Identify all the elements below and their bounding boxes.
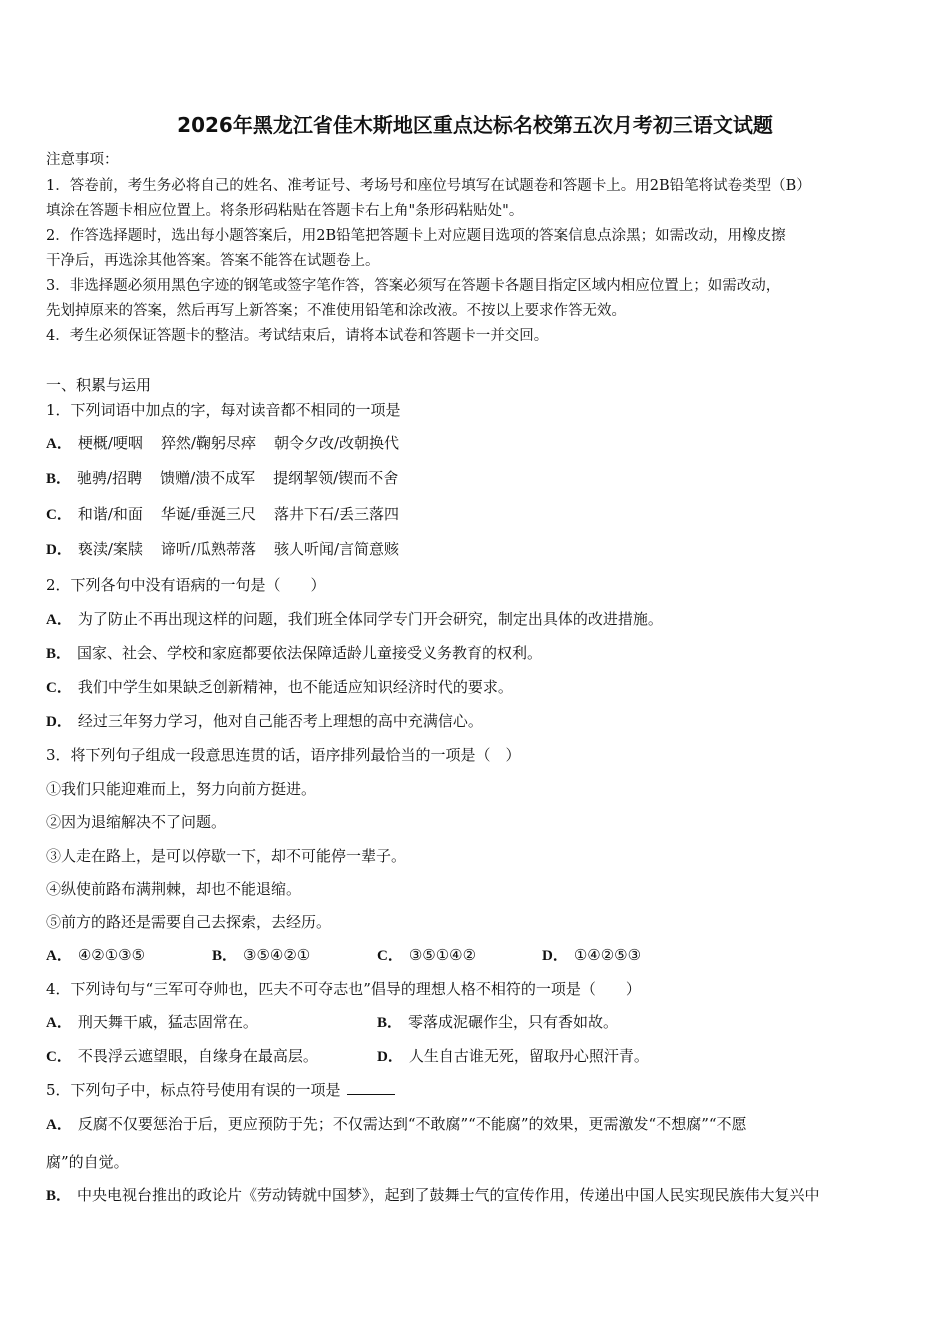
q3-sentence: ③人走在路上，是可以停歇一下，却不可能停一辈子。 (46, 847, 407, 865)
notice-line: 1．答卷前，考生务必将自己的姓名、准考证号、考场号和座位号填写在试题卷和答题卡上。用2B铅笔将试卷类型（B） (46, 178, 811, 194)
q3-option-a: A． ④②①③⑤ (46, 946, 146, 964)
q4-option-a: A． 刑天舞干戚，猛志固常在。 (46, 1013, 258, 1031)
question-4-stem: 4．下列诗句与“三军可夺帅也，匹夫不可夺志也”倡导的理想人格不相符的一项是（ ） (46, 980, 641, 998)
notice-line: 干净后，再选涂其他答案。答案不能答在试题卷上。 (46, 253, 380, 269)
q3-sentence: ②因为退缩解决不了问题。 (46, 813, 227, 831)
q5-option-b: B． 中央电视台推出的政论片《劳动铸就中国梦》，起到了鼓舞士气的宣传作用，传递出中国人民实现民族伟大复兴中 (46, 1186, 820, 1204)
question-2-stem: 2．下列各句中没有语病的一句是（ ） (46, 576, 326, 594)
q3-option-b: B． ③⑤④②① (212, 946, 311, 964)
q3-sentence: ⑤前方的路还是需要自己去探索，去经历。 (46, 913, 332, 931)
q1-option-b: B． 驰骋/招聘 馈赠/溃不成军 提纲挈领/锲而不舍 (46, 469, 399, 487)
q4-option-c: C． 不畏浮云遮望眼，自缘身在最高层。 (46, 1047, 318, 1065)
q4-option-d: D． 人生自古谁无死，留取丹心照汗青。 (377, 1047, 649, 1065)
q2-option-b: B． 国家、社会、学校和家庭都要依法保障适龄儿童接受义务教育的权利。 (46, 644, 543, 662)
q3-option-d: D． ①④②⑤③ (542, 946, 642, 964)
q1-option-c: C． 和谐/和面 华诞/垂涎三尺 落井下石/丢三落四 (46, 505, 400, 523)
question-3-stem: 3．将下列句子组成一段意思连贯的话，语序排列最恰当的一项是（ ） (46, 746, 521, 764)
notice-line: 4．考生必须保证答题卡的整洁。考试结束后，请将本试卷和答题卡一并交回。 (46, 328, 549, 344)
answer-blank (347, 1080, 395, 1095)
q4-option-b: B． 零落成泥碾作尘，只有香如故。 (377, 1013, 619, 1031)
question-5-stem: 5．下列句子中，标点符号使用有误的一项是 (46, 1080, 395, 1100)
q5-option-a-continued: 腐”的自觉。 (46, 1153, 129, 1171)
section-heading: 一、积累与运用 (46, 376, 152, 394)
notice-line: 先划掉原来的答案，然后再写上新答案；不准使用铅笔和涂改液。不按以上要求作答无效。 (46, 303, 626, 319)
page-title: 2026年黑龙江省佳木斯地区重点达标名校第五次月考初三语文试题 (177, 113, 773, 137)
q3-sentence: ①我们只能迎难而上，努力向前方挺进。 (46, 780, 317, 798)
q2-option-c: C． 我们中学生如果缺乏创新精神，也不能适应知识经济时代的要求。 (46, 678, 513, 696)
q2-option-a: A． 为了防止不再出现这样的问题，我们班全体同学专门开会研究，制定出具体的改进措施。 (46, 610, 663, 628)
q2-option-d: D． 经过三年努力学习，他对自己能否考上理想的高中充满信心。 (46, 712, 483, 730)
q1-option-a: A． 梗概/哽咽 猝然/鞠躬尽瘁 朝令夕改/改朝换代 (46, 434, 400, 452)
notice-line: 2．作答选择题时，选出每小题答案后，用2B铅笔把答题卡上对应题目选项的答案信息点涂黑；如需改动，用橡皮擦 (46, 228, 786, 244)
q1-option-d: D． 亵渎/案牍 谛听/瓜熟蒂落 骇人听闻/言简意赅 (46, 540, 400, 558)
notice-heading: 注意事项： (46, 152, 119, 168)
q5-option-a: A． 反腐不仅要惩治于后，更应预防于先；不仅需达到“不敢腐”“不能腐”的效果，更需激发“不想腐”“不愿 (46, 1115, 747, 1133)
q3-option-c: C． ③⑤①④② (377, 946, 477, 964)
notice-line: 3．非选择题必须用黑色字迹的钢笔或签字笔作答，答案必须写在答题卡各题目指定区域内相应位置上；如需改动， (46, 278, 781, 294)
notice-line: 填涂在答题卡相应位置上。将条形码粘贴在答题卡右上角"条形码粘贴处"。 (46, 203, 524, 219)
question-1-stem: 1．下列词语中加点的字，每对读音都不相同的一项是 (46, 401, 401, 419)
q3-sentence: ④纵使前路布满荆棘，却也不能退缩。 (46, 880, 302, 898)
